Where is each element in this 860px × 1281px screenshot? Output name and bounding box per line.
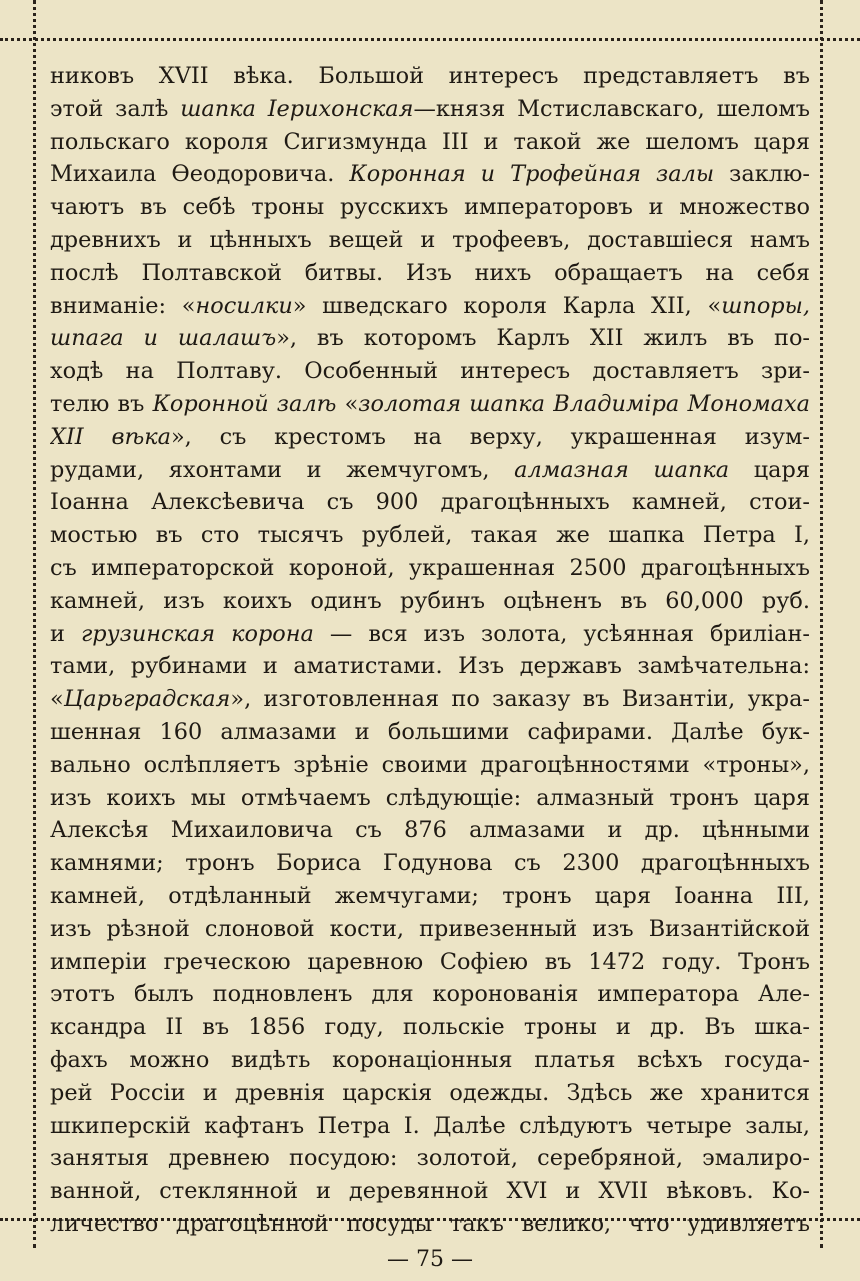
- text-run: —князя Мстиславскаго, шеломъ: [413, 95, 810, 122]
- italic-run: Царьградская: [63, 686, 231, 713]
- text-line: [50, 552, 810, 585]
- italic-run: шпоры,: [721, 292, 810, 319]
- text-run: имперіи греческою царевною Софіею въ 1472 году. Тронъ: [50, 948, 810, 975]
- italic-run: Коронной залѣ: [152, 390, 337, 417]
- top-dotted-rule: [0, 38, 860, 41]
- text-run: » шведскаго короля Карла XII, «: [292, 292, 722, 319]
- text-line: [50, 814, 810, 847]
- text-run: и: [50, 620, 81, 647]
- text-run: изъ рѣзной слоновой кости, привезенный изъ Византійской: [50, 915, 810, 942]
- text-line: [50, 978, 810, 1011]
- text-run: «: [336, 390, 359, 417]
- text-run: съ императорской короной, украшенная 2500 драгоцѣнныхъ: [50, 554, 810, 581]
- body-text: [50, 60, 810, 1241]
- text-run: камней, отдѣланный жемчугами; тронъ царя Іоанна III,: [50, 882, 810, 909]
- text-line: [50, 421, 810, 454]
- text-line: [50, 1077, 810, 1110]
- text-run: Алексѣя Михаиловича съ 876 алмазами и др. цѣнными: [50, 817, 810, 844]
- right-dotted-rule: [820, 0, 823, 1248]
- text-line: [50, 618, 810, 651]
- text-line: [50, 519, 810, 552]
- text-run: древнихъ и цѣнныхъ вещей и трофеевъ, доставшіеся намъ: [50, 226, 810, 253]
- text-run: занятыя древнею посудою: золотой, серебряной, эмалиро-: [50, 1145, 810, 1172]
- italic-run: золотая шапка Владиміра Мономаха: [358, 390, 810, 417]
- page-number: — 75 —: [387, 1247, 473, 1272]
- italic-run: шпага и шалашъ: [50, 325, 277, 352]
- text-run: чаютъ въ себѣ троны русскихъ императоровъ и множество: [50, 194, 810, 221]
- text-line: [50, 585, 810, 618]
- text-line: [50, 158, 810, 191]
- text-run: рудами, яхонтами и жемчугомъ,: [50, 456, 515, 483]
- text-line: [50, 782, 810, 815]
- text-line: [50, 1208, 810, 1241]
- text-run: камнями; тронъ Бориса Годунова съ 2300 драгоцѣнныхъ: [50, 850, 810, 877]
- text-run: фахъ можно видѣть коронаціонныя платья всѣхъ госуда-: [50, 1046, 810, 1073]
- text-line: [50, 388, 810, 421]
- text-run: шкиперскій кафтанъ Петра I. Далѣе слѣдуютъ четыре залы,: [50, 1112, 810, 1139]
- text-run: вниманіе: «: [50, 292, 196, 319]
- text-line: [50, 1110, 810, 1143]
- text-line: [50, 1011, 810, 1044]
- text-line: [50, 60, 810, 93]
- text-run: этой залѣ: [50, 95, 181, 122]
- text-line: [50, 913, 810, 946]
- text-run: вально ослѣпляетъ зрѣніе своими драгоцѣнностями «троны»,: [50, 751, 810, 778]
- text-line: [50, 486, 810, 519]
- text-line: [50, 1175, 810, 1208]
- text-run: изъ коихъ мы отмѣчаемъ слѣдующіе: алмазный тронъ царя: [50, 784, 810, 811]
- text-run: камней, изъ коихъ одинъ рубинъ оцѣненъ въ 60,000 руб.: [50, 587, 810, 614]
- text-run: рей Россіи и древнія царскія одежды. Здѣсь же хранится: [50, 1079, 810, 1106]
- text-line: [50, 749, 810, 782]
- text-run: личество драгоцѣнной посуды такъ велико, что удивляетъ: [50, 1210, 810, 1237]
- italic-run: носилки: [195, 292, 293, 319]
- text-run: этотъ былъ подновленъ для коронованія императора Але-: [50, 981, 810, 1008]
- text-line: [50, 93, 810, 126]
- text-line: [50, 355, 810, 388]
- text-line: [50, 683, 810, 716]
- text-line: [50, 454, 810, 487]
- text-line: [50, 1142, 810, 1175]
- text-run: «: [50, 686, 64, 713]
- text-run: телю въ: [50, 390, 153, 417]
- text-run: послѣ Полтавской битвы. Изъ нихъ обращаетъ на себя: [50, 259, 810, 286]
- text-line: [50, 191, 810, 224]
- text-run: ксандра II въ 1856 году, польскіе троны и др. Въ шка-: [50, 1014, 810, 1041]
- text-run: », съ крестомъ на верху, украшенная изум-: [170, 423, 810, 450]
- text-run: ходѣ на Полтаву. Особенный интересъ доставляетъ зри-: [50, 358, 810, 385]
- text-run: тами, рубинами и аматистами. Изъ державъ замѣчательна:: [50, 653, 810, 680]
- text-line: [50, 1044, 810, 1077]
- text-run: Іоанна Алексѣевича съ 900 драгоцѣнныхъ камней, стои-: [50, 489, 810, 516]
- text-line: [50, 322, 810, 355]
- text-line: [50, 716, 810, 749]
- text-run: польскаго короля Сигизмунда III и такой же шеломъ царя: [50, 128, 810, 155]
- text-line: [50, 847, 810, 880]
- text-run: », въ которомъ Карлъ XII жилъ въ по-: [276, 325, 810, 352]
- text-run: никовъ XVII вѣка. Большой интересъ представляетъ въ: [50, 63, 810, 89]
- text-run: мостью въ сто тысячъ рублей, такая же шапка Петра I,: [50, 522, 810, 549]
- text-line: [50, 880, 810, 913]
- left-dotted-rule: [33, 0, 36, 1248]
- text-line: [50, 290, 810, 323]
- text-run: Михаила Ѳеодоровича.: [50, 161, 350, 188]
- italic-run: грузинская корона: [80, 620, 314, 647]
- text-run: заклю-: [714, 161, 810, 188]
- text-run: », изготовленная по заказу въ Византіи, укра-: [230, 686, 810, 713]
- italic-run: XII вѣка: [50, 423, 171, 450]
- text-run: шенная 160 алмазами и большими сафирами. Далѣе бук-: [50, 718, 810, 745]
- text-run: ванной, стеклянной и деревянной XVI и XVII вѣковъ. Ко-: [50, 1178, 810, 1205]
- text-line: [50, 946, 810, 979]
- text-line: [50, 224, 810, 257]
- text-run: — вся изъ золота, усѣянная бриліан-: [313, 620, 810, 647]
- text-line: [50, 257, 810, 290]
- text-line: [50, 126, 810, 159]
- italic-run: алмазная шапка: [514, 456, 730, 483]
- italic-run: Коронная и Трофейная залы: [349, 161, 715, 188]
- text-run: царя: [729, 456, 810, 483]
- text-line: [50, 650, 810, 683]
- italic-run: шапка Іерихонская: [180, 95, 414, 122]
